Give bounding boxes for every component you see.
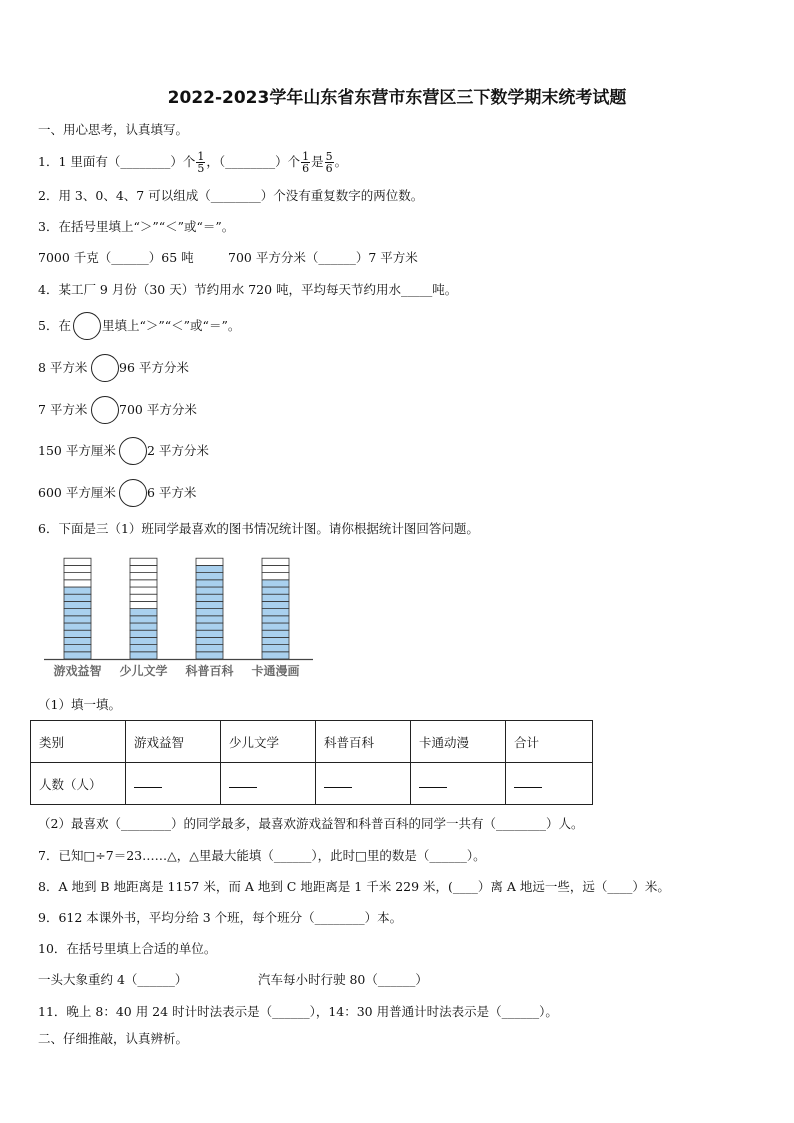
question-6: 6．下面是三（1）班同学最喜欢的图书情况统计图。请你根据统计图回答问题。 <box>38 521 479 536</box>
question-5-pre: 5．在 <box>38 318 71 333</box>
bar-cell <box>64 630 91 637</box>
q6-sub-1: （1）填一填。 <box>38 697 121 712</box>
bar-cell <box>262 573 289 580</box>
bar-cell <box>196 637 223 644</box>
q1-text-c: 是 <box>311 154 324 169</box>
question-1 <box>38 149 347 175</box>
table-header-cell: 科普百科 <box>316 721 411 763</box>
x-tick-label: 卡通漫画 <box>251 664 300 678</box>
x-tick-label: 少儿文学 <box>119 664 168 678</box>
fraction-1-6: $\frac{1}{6}$ <box>302 150 310 175</box>
bar-cell <box>196 652 223 659</box>
table-header-row <box>31 721 593 763</box>
q5-item-3-circle[interactable] <box>119 437 147 465</box>
table-header-cell: 合计 <box>506 721 593 763</box>
bar-cell <box>130 580 157 587</box>
bar-cell <box>262 558 289 565</box>
q6-table <box>30 720 593 805</box>
answer-blank[interactable] <box>506 763 593 805</box>
answer-blank[interactable] <box>221 763 316 805</box>
bar-cell <box>262 587 289 594</box>
bar-cell <box>130 558 157 565</box>
bar-cell <box>130 623 157 630</box>
q5-item-3-left: 150 平方厘米 <box>38 443 116 458</box>
table-row-label: 人数（人） <box>31 763 126 805</box>
q6-sub-2: （2）最喜欢（________）的同学最多，最喜欢游戏益智和科普百科的同学一共有（________）人。 <box>38 816 584 831</box>
bar-cell <box>130 594 157 601</box>
q5-item-4-circle[interactable] <box>119 479 147 507</box>
bar-cell <box>196 623 223 630</box>
bar-cell <box>196 601 223 608</box>
bar-cell <box>262 601 289 608</box>
bar-cell <box>262 609 289 616</box>
bar-cell <box>262 580 289 587</box>
bar-cell <box>196 573 223 580</box>
bar-cell <box>196 609 223 616</box>
bar-cell <box>196 587 223 594</box>
bar-cell <box>64 623 91 630</box>
question-4: 4．某工厂 9 月份（30 天）节约用水 720 吨，平均每天节约用水_____吨。 <box>38 282 458 297</box>
bar-cell <box>64 652 91 659</box>
question-8: 8．A 地到 B 地距离是 1157 米，而 A 地到 C 地距离是 1 千米 229 米，(____）离 A 地远一些，远（____）米。 <box>38 879 670 894</box>
q5-item-4-right: 6 平方米 <box>147 485 197 500</box>
bar-cell <box>130 601 157 608</box>
bar-cell <box>196 616 223 623</box>
bar-cell <box>64 558 91 565</box>
bar-cell <box>64 609 91 616</box>
q5-item-1-circle[interactable] <box>91 354 119 382</box>
bar-cell <box>130 573 157 580</box>
bar-cell <box>64 594 91 601</box>
book-preference-chart <box>38 548 328 683</box>
q5-item-4-left: 600 平方厘米 <box>38 485 116 500</box>
bar-cell <box>130 565 157 572</box>
q5-item-3-right: 2 平方分米 <box>147 443 209 458</box>
bar-cell <box>64 587 91 594</box>
bar-cell <box>262 645 289 652</box>
answer-blank[interactable] <box>411 763 506 805</box>
bar-cell <box>130 645 157 652</box>
bar-cell <box>262 623 289 630</box>
bar-cell <box>262 637 289 644</box>
question-3: 3．在括号里填上“＞”“＜”或“＝”。 <box>38 219 235 234</box>
bar-cell <box>262 594 289 601</box>
bar-cell <box>196 645 223 652</box>
bar-cell <box>196 565 223 572</box>
q5-item-1-right: 96 平方分米 <box>119 360 189 375</box>
table-header-cell: 类别 <box>31 721 126 763</box>
x-tick-label: 科普百科 <box>185 664 234 678</box>
page-title: 2022-2023学年山东省东营市东营区三下数学期末统考试题 <box>167 88 627 108</box>
question-10a: 一头大象重约 4（______） <box>38 972 188 987</box>
bar-cell <box>130 652 157 659</box>
bar-cell <box>196 580 223 587</box>
bar-cell <box>64 573 91 580</box>
question-3a: 7000 千克（______）65 吨 <box>38 250 194 265</box>
question-2: 2．用 3、0、4、7 可以组成（________）个没有重复数字的两位数。 <box>38 188 424 203</box>
bar-cell <box>64 616 91 623</box>
answer-blank[interactable] <box>126 763 221 805</box>
q1-text-a: 1．1 里面有（________）个 <box>38 154 196 169</box>
bar-cell <box>196 558 223 565</box>
answer-blank[interactable] <box>316 763 411 805</box>
bar-cell <box>262 652 289 659</box>
fraction-1-5: $\frac{1}{5}$ <box>197 150 205 175</box>
question-10b: 汽车每小时行驶 80（______） <box>258 972 428 987</box>
bar-cell <box>196 594 223 601</box>
bar-cell <box>64 565 91 572</box>
compare-circle <box>73 312 101 340</box>
bar-cell <box>130 609 157 616</box>
bar-2 <box>130 558 157 659</box>
bar-cell <box>262 616 289 623</box>
q1-text-d: 。 <box>334 154 348 169</box>
bar-4 <box>262 558 289 659</box>
bar-cell <box>64 601 91 608</box>
question-5-post: 里填上“＞”“＜”或“＝”。 <box>102 318 241 333</box>
question-7: 7．已知□÷7＝23……△，△里最大能填（______），此时□里的数是（______）。 <box>38 848 486 863</box>
x-tick-label: 游戏益智 <box>53 664 102 678</box>
bar-cell <box>64 637 91 644</box>
bar-1 <box>64 558 91 659</box>
bar-cell <box>130 630 157 637</box>
table-header-cell: 少儿文学 <box>221 721 316 763</box>
question-9: 9．612 本课外书，平均分给 3 个班，每个班分（________）本。 <box>38 910 403 925</box>
section-1-heading: 一、用心思考，认真填写。 <box>38 122 189 137</box>
bar-cell <box>130 587 157 594</box>
table-header-cell: 游戏益智 <box>126 721 221 763</box>
bar-cell <box>262 565 289 572</box>
bar-cell <box>64 645 91 652</box>
q1-text-b: ，（________）个 <box>206 154 301 169</box>
q5-item-2-left: 7 平方米 <box>38 402 88 417</box>
q5-item-2-right: 700 平方分米 <box>119 402 197 417</box>
bar-cell <box>130 616 157 623</box>
table-row <box>31 763 593 805</box>
bar-3 <box>196 558 223 659</box>
question-11: 11．晚上 8：40 用 24 时计时法表示是（______），14：30 用普通计时法表示是（______）。 <box>38 1004 558 1019</box>
question-3b: 700 平方分米（______）7 平方米 <box>228 250 418 265</box>
bar-cell <box>262 630 289 637</box>
bar-cell <box>64 580 91 587</box>
q5-item-1-left: 8 平方米 <box>38 360 88 375</box>
q5-item-2-circle[interactable] <box>91 396 119 424</box>
question-10: 10．在括号里填上合适的单位。 <box>38 941 217 956</box>
bar-cell <box>130 637 157 644</box>
bar-cell <box>196 630 223 637</box>
table-header-cell: 卡通动漫 <box>411 721 506 763</box>
fraction-5-6: $\frac{5}{6}$ <box>325 150 333 175</box>
section-2-heading: 二、仔细推敲，认真辨析。 <box>38 1031 189 1046</box>
